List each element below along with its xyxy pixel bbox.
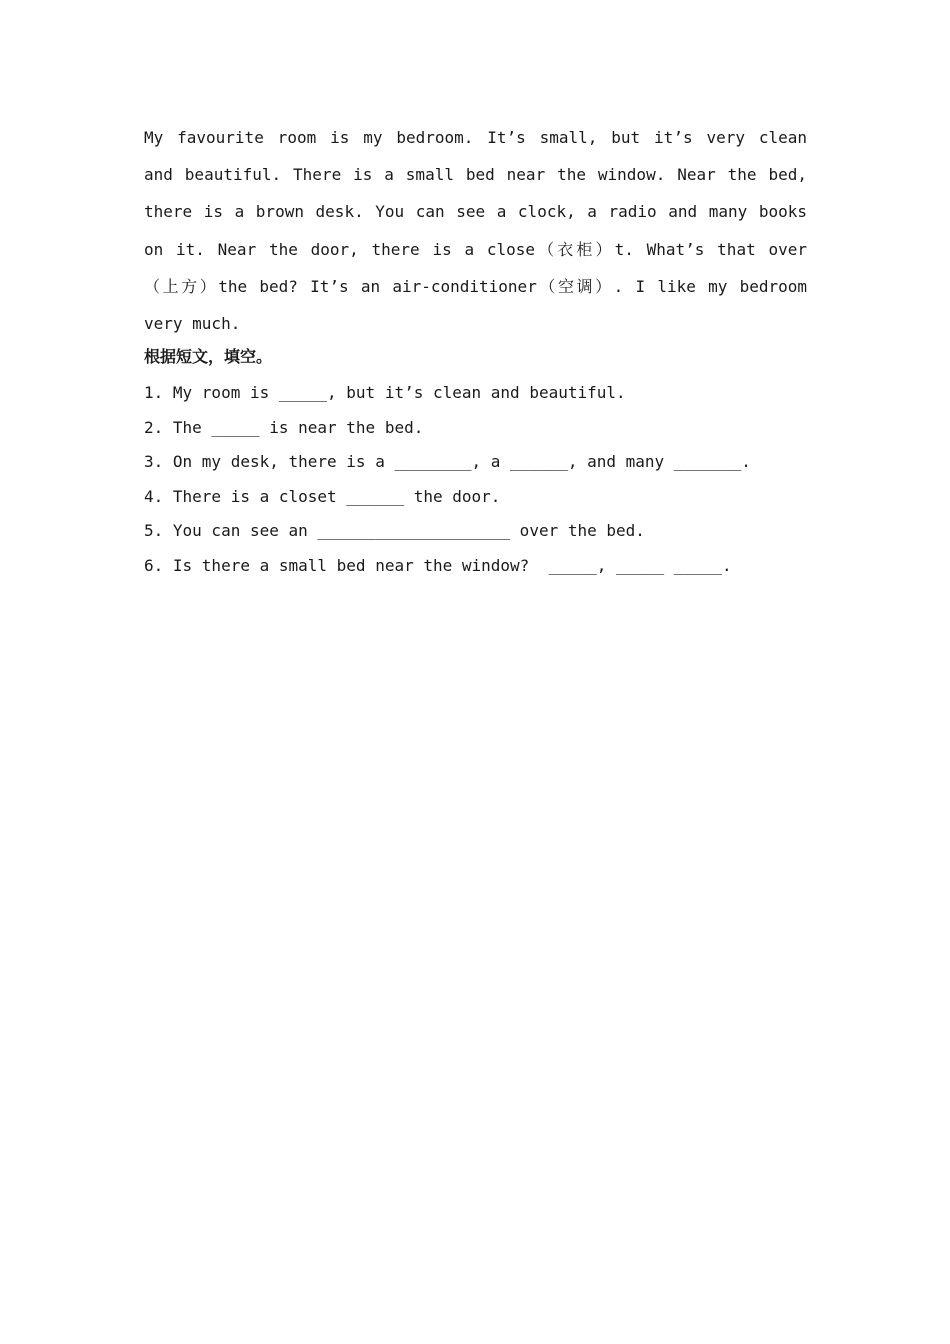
passage-line: （上方）the bed? It’s an air-conditioner（空调）. I like my bedroom [144,276,807,296]
exercise-instruction: 根据短文，填空。 [144,347,273,366]
question-item: 4. There is a closet ______ the door. [144,486,501,506]
question-item: 6. Is there a small bed near the window? _____, _____ _____. [144,555,732,575]
reading-passage [144,119,807,342]
passage-line: there is a brown desk. You can see a clock, a radio and many books [144,202,807,222]
question-item: 5. You can see an ____________________ over the bed. [144,521,645,541]
passage-line: very much. [144,314,241,334]
question-item: 3. On my desk, there is a ________, a ______, and many _______. [144,452,751,472]
question-item: 1. My room is _____, but it’s clean and beautiful. [144,383,626,402]
passage-line: on it. Near the door, there is a close（衣柜）t. What’s that over [144,239,807,259]
passage-line: and beautiful. There is a small bed near the window. Near the bed, [144,165,807,185]
question-list [144,378,751,586]
passage-line: My favourite room is my bedroom. It’s small, but it’s very clean [144,128,807,147]
question-item: 2. The _____ is near the bed. [144,417,424,437]
